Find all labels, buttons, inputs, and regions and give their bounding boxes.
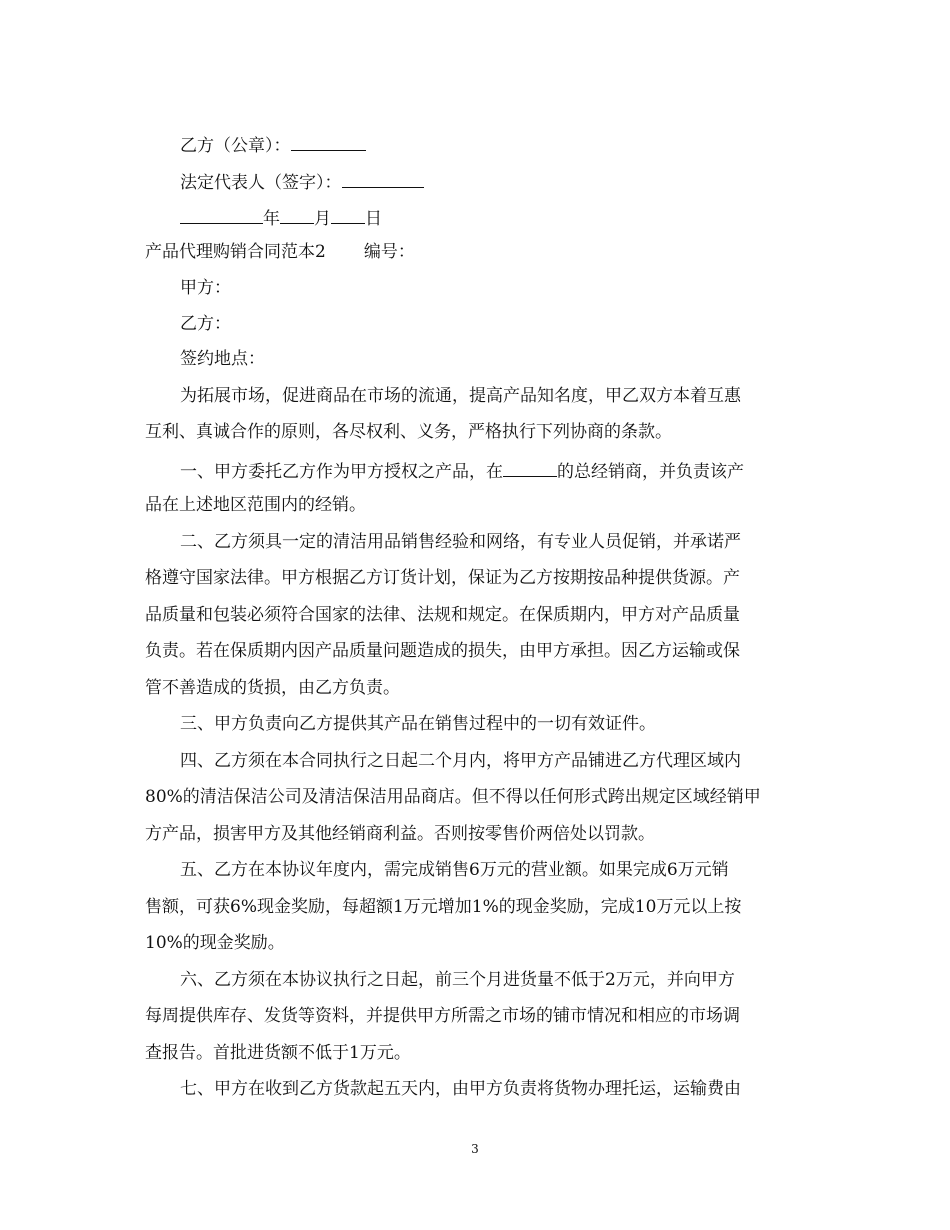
page-number: 3: [471, 1142, 479, 1156]
intro-line-1: 为拓展市场，促进商品在市场的流通，提高产品知名度，甲乙双方本着互惠: [180, 386, 741, 406]
clause-5-line-2: 售额，可获6%现金奖励，每超额1万元增加1%的现金奖励，完成10万元以上按: [145, 897, 742, 917]
clause-2-line-5: 管不善造成的货损，由乙方负责。: [145, 678, 400, 698]
signature-date-line: [180, 208, 382, 228]
day-blank: [331, 208, 365, 224]
clause-5-line-1: 五、乙方在本协议年度内，需完成销售6万元的营业额。如果完成6万元销: [180, 860, 729, 880]
clause-5-line-3: 10%的现金奖励。: [145, 933, 285, 953]
year-blank: [180, 208, 263, 224]
month-blank: [280, 208, 314, 224]
date-month-label: 月: [314, 209, 331, 229]
date-year-label: 年: [263, 209, 280, 229]
date-day-label: 日: [365, 209, 382, 229]
clause-3-line-1: 三、甲方负责向乙方提供其产品在销售过程中的一切有效证件。: [180, 714, 656, 734]
clause-6-line-1: 六、乙方须在本协议执行之日起，前三个月进货量不低于2万元，并向甲方: [180, 970, 735, 990]
clause-4-line-3: 方产品，损害甲方及其他经销商利益。否则按零售价两倍处以罚款。: [145, 824, 655, 844]
clause-2-line-3: 品质量和包装必须符合国家的法律、法规和规定。在保质期内，甲方对产品质量: [145, 605, 740, 625]
party-b-seal-line: [180, 135, 366, 155]
clause-2-line-4: 负责。若在保质期内因产品质量问题造成的损失，由甲方承担。因乙方运输或保: [145, 641, 740, 661]
clause-1-text-b: 的总经销商，并负责该产: [557, 462, 744, 482]
party-b-label: 乙方：: [180, 314, 231, 334]
signing-place-label: 签约地点：: [180, 349, 265, 369]
legal-rep-line: [180, 172, 424, 192]
party-a-label: 甲方：: [180, 278, 231, 298]
clause-2-line-2: 格遵守国家法律。甲方根据乙方订货计划，保证为乙方按期按品种提供货源。产: [145, 568, 740, 588]
clause-1-line-1: [180, 461, 744, 481]
party-b-seal-blank: [291, 135, 366, 151]
contract-title: 产品代理购销合同范本2: [145, 242, 326, 262]
contract-number-label: 编号：: [363, 242, 415, 262]
clause-6-line-2: 每周提供库存、发货等资料，并提供甲方所需之市场的铺市情况和相应的市场调: [145, 1006, 740, 1026]
party-b-seal-label: 乙方（公章）：: [180, 136, 291, 156]
intro-line-2: 互利、真诚合作的原则，各尽权利、义务，严格执行下列协商的条款。: [145, 422, 672, 442]
clause-1-text-a: 一、甲方委托乙方作为甲方授权之产品，在: [180, 462, 503, 482]
contract-title-line: [145, 244, 415, 261]
clause-1-region-blank: [503, 461, 557, 477]
clause-4-line-2: 80%的清洁保洁公司及清洁保洁用品商店。但不得以任何形式跨出规定区域经销甲: [145, 787, 761, 807]
clause-6-line-3: 查报告。首批进货额不低于1万元。: [145, 1043, 411, 1063]
legal-rep-blank: [342, 172, 424, 188]
clause-1-line-2: 品在上述地区范围内的经销。: [145, 495, 366, 515]
clause-7-line-1: 七、甲方在收到乙方货款起五天内，由甲方负责将货物办理托运，运输费由: [180, 1079, 741, 1099]
clause-2-line-1: 二、乙方须具一定的清洁用品销售经验和网络，有专业人员促销，并承诺严: [180, 532, 741, 552]
clause-4-line-1: 四、乙方须在本合同执行之日起二个月内，将甲方产品铺进乙方代理区域内: [180, 751, 741, 771]
legal-rep-label: 法定代表人（签字）：: [180, 173, 342, 193]
